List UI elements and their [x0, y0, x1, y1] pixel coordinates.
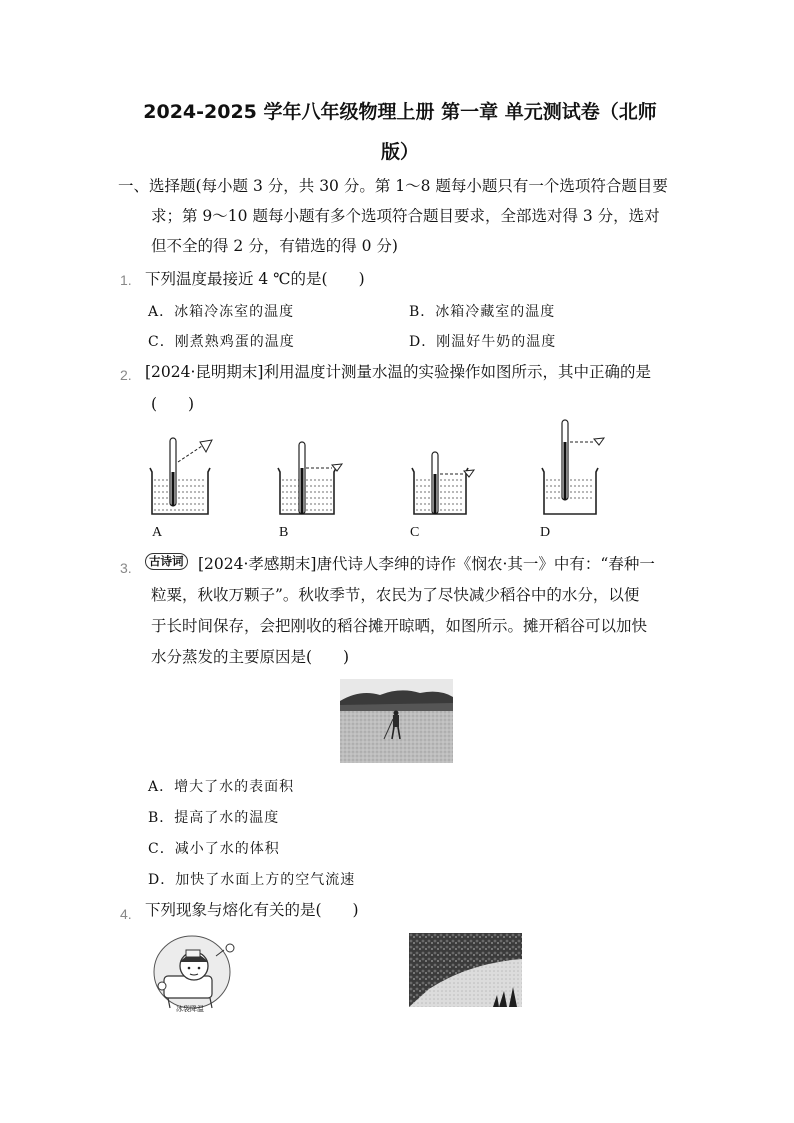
question-1-option-c: C．刚煮熟鸡蛋的温度 [148, 334, 295, 350]
question-2-stem-line-2: ( ) [151, 395, 195, 413]
thermometer-figures [140, 416, 640, 520]
section-header-line-2: 求；第 9～10 题每小题有多个选项符合题目要求，全部选对得 3 分，选对 [151, 207, 660, 225]
question-3-stem-line-4: 水分蒸发的主要原因是( ) [151, 648, 350, 666]
question-1-option-d: D．刚温好牛奶的温度 [409, 334, 557, 350]
question-2-stem-line-1: [2024·昆明期末]利用温度计测量水温的实验操作如图所示，其中正确的是 [145, 363, 651, 381]
question-3-stem-line-1: [2024·孝感期末]唐代诗人李绅的诗作《悯农·其一》中有：“春种一 [198, 555, 655, 573]
question-1-option-a: A．冰箱冷冻室的温度 [148, 304, 295, 320]
figure-label-a: A [152, 525, 163, 540]
question-3-stem-line-2: 粒粟，秋收万颗子”。秋收季节，农民为了尽快减少稻谷中的水分，以便 [151, 586, 640, 604]
section-header-line-1: 一、选择题(每小题 3 分，共 30 分。第 1～8 题每小题只有一个选项符合题目要 [118, 177, 668, 195]
question-1-option-b: B．冰箱冷藏室的温度 [409, 304, 556, 320]
question-3-number: 3. [120, 560, 132, 576]
question-3-option-b: B．提高了水的温度 [148, 810, 280, 826]
question-1-number: 1. [120, 272, 132, 288]
frost-photo [409, 933, 522, 1007]
figure-label-b: B [279, 525, 289, 540]
rice-drying-photo [340, 679, 453, 763]
section-header-line-3: 但不全的得 2 分，有错选的得 0 分) [151, 237, 398, 255]
figure-b-beaker [278, 442, 342, 514]
ice-pack-caption: 冰袋降温 [176, 1005, 204, 1013]
question-3-option-c: C．减小了水的体积 [148, 841, 280, 857]
question-4-number: 4. [120, 906, 132, 922]
ancient-poetry-badge: 古诗词 [145, 553, 188, 570]
figure-d-beaker [542, 420, 604, 514]
title-line-1: 2024-2025 学年八年级物理上册 第一章 单元测试卷（北师 [143, 101, 657, 123]
question-3-option-d: D．加快了水面上方的空气流速 [148, 872, 356, 888]
question-1-stem: 下列温度最接近 4 ℃的是( ) [145, 270, 365, 288]
figure-a-beaker [150, 438, 212, 514]
question-3-stem-line-3: 于长时间保存，会把刚收的稻谷摊开晾晒，如图所示。摊开稻谷可以加快 [151, 617, 648, 635]
figure-c-beaker [412, 452, 474, 514]
question-4-stem: 下列现象与熔化有关的是( ) [145, 901, 359, 919]
title-line-2: 版） [380, 141, 419, 163]
question-2-number: 2. [120, 367, 132, 383]
document-title [120, 92, 680, 172]
figure-label-d: D [540, 525, 551, 540]
question-3-option-a: A．增大了水的表面积 [148, 779, 295, 795]
figure-label-c: C [410, 525, 420, 540]
